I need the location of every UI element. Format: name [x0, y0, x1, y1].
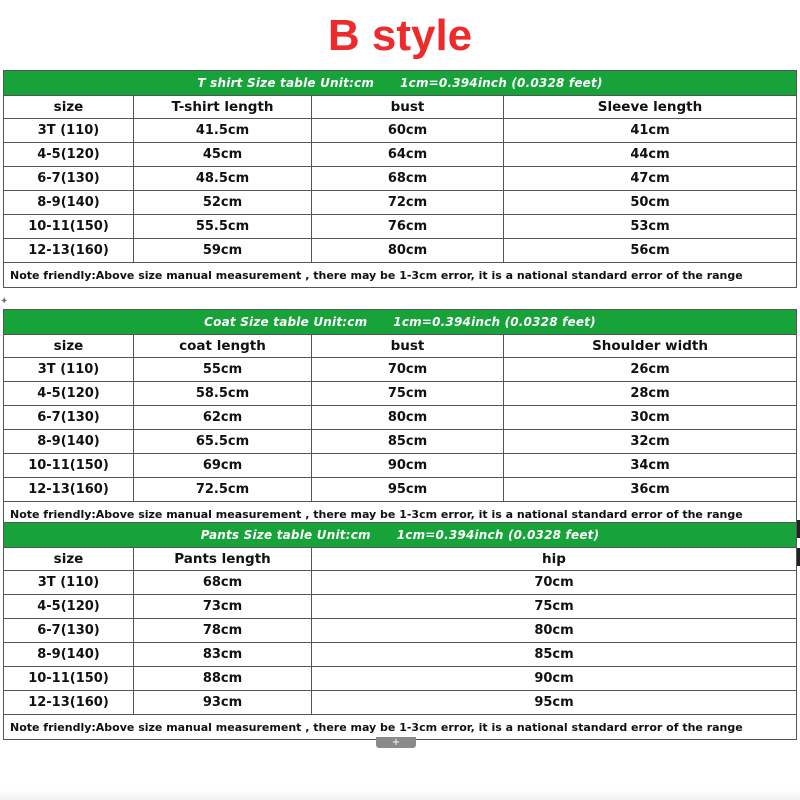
size-cell: 3T (110) [4, 358, 134, 382]
length-cell: 62cm [134, 406, 312, 430]
pants-table-header [4, 523, 797, 548]
page-title: B style [327, 11, 473, 60]
table-row [4, 478, 797, 502]
sleeve-cell: 56cm [504, 239, 797, 263]
size-cell: 12-13(160) [4, 478, 134, 502]
hip-cell: 85cm [312, 643, 797, 667]
bottom-fade [0, 790, 800, 800]
length-cell: 78cm [134, 619, 312, 643]
length-cell: 52cm [134, 191, 312, 215]
small-plus-icon: ✦ [0, 296, 9, 307]
table-row [4, 619, 797, 643]
size-cell: 12-13(160) [4, 239, 134, 263]
coat-size-table [3, 309, 797, 527]
size-cell: 4-5(120) [4, 595, 134, 619]
length-cell: 72.5cm [134, 478, 312, 502]
column-header: T-shirt length [134, 96, 312, 119]
size-cell: 10-11(150) [4, 667, 134, 691]
hip-cell: 75cm [312, 595, 797, 619]
sleeve-cell: 44cm [504, 143, 797, 167]
length-cell: 41.5cm [134, 119, 312, 143]
column-header: bust [312, 96, 504, 119]
table-row [4, 358, 797, 382]
size-cell: 8-9(140) [4, 643, 134, 667]
size-cell: 12-13(160) [4, 691, 134, 715]
table-row [4, 454, 797, 478]
pants-header-title: Pants Size table Unit:cm [200, 528, 371, 542]
tshirt-header-title: T shirt Size table Unit:cm [197, 76, 375, 90]
size-cell: 6-7(130) [4, 619, 134, 643]
size-cell: 10-11(150) [4, 215, 134, 239]
table-row [4, 167, 797, 191]
length-cell: 73cm [134, 595, 312, 619]
size-cell: 10-11(150) [4, 454, 134, 478]
size-cell: 3T (110) [4, 571, 134, 595]
table-row [4, 667, 797, 691]
length-cell: 88cm [134, 667, 312, 691]
bust-cell: 80cm [312, 406, 504, 430]
sleeve-cell: 47cm [504, 167, 797, 191]
column-header: coat length [134, 335, 312, 358]
bust-cell: 64cm [312, 143, 504, 167]
tshirt-size-table [3, 70, 797, 288]
size-cell: 4-5(120) [4, 382, 134, 406]
column-header: size [4, 548, 134, 571]
pants-column-headers [4, 548, 797, 571]
table-row [4, 691, 797, 715]
length-cell: 45cm [134, 143, 312, 167]
bust-cell: 75cm [312, 382, 504, 406]
pants-note: Note friendly:Above size manual measurement , there may be 1-3cm error, it is a national standard error of the range [4, 715, 797, 740]
column-header: bust [312, 335, 504, 358]
coat-header-title: Coat Size table Unit:cm [204, 315, 368, 329]
size-cell: 6-7(130) [4, 406, 134, 430]
column-header: Pants length [134, 548, 312, 571]
expand-tab-button[interactable] [376, 737, 416, 748]
tshirt-note: Note friendly:Above size manual measurement , there may be 1-3cm error, it is a national standard error of the range [4, 263, 797, 288]
length-cell: 69cm [134, 454, 312, 478]
column-header: Sleeve length [504, 96, 797, 119]
coat-table-header [4, 310, 797, 335]
column-header: size [4, 96, 134, 119]
table-row [4, 143, 797, 167]
size-cell: 3T (110) [4, 119, 134, 143]
table-row [4, 191, 797, 215]
length-cell: 48.5cm [134, 167, 312, 191]
bust-cell: 68cm [312, 167, 504, 191]
size-cell: 6-7(130) [4, 167, 134, 191]
bust-cell: 72cm [312, 191, 504, 215]
length-cell: 93cm [134, 691, 312, 715]
bust-cell: 95cm [312, 478, 504, 502]
tshirt-column-headers [4, 96, 797, 119]
length-cell: 55.5cm [134, 215, 312, 239]
length-cell: 65.5cm [134, 430, 312, 454]
plus-icon: + [391, 737, 401, 748]
shoulder-cell: 34cm [504, 454, 797, 478]
table-row [4, 119, 797, 143]
table-row [4, 382, 797, 406]
bust-cell: 70cm [312, 358, 504, 382]
table-row [4, 595, 797, 619]
bust-cell: 60cm [312, 119, 504, 143]
hip-cell: 90cm [312, 667, 797, 691]
hip-cell: 70cm [312, 571, 797, 595]
bust-cell: 90cm [312, 454, 504, 478]
sleeve-cell: 41cm [504, 119, 797, 143]
bust-cell: 85cm [312, 430, 504, 454]
coat-column-headers [4, 335, 797, 358]
length-cell: 68cm [134, 571, 312, 595]
length-cell: 55cm [134, 358, 312, 382]
table-row [4, 406, 797, 430]
hip-cell: 95cm [312, 691, 797, 715]
table-row [4, 239, 797, 263]
length-cell: 58.5cm [134, 382, 312, 406]
shoulder-cell: 32cm [504, 430, 797, 454]
table-row [4, 643, 797, 667]
size-cell: 8-9(140) [4, 191, 134, 215]
size-cell: 8-9(140) [4, 430, 134, 454]
bust-cell: 80cm [312, 239, 504, 263]
pants-header-conversion: 1cm=0.394inch (0.0328 feet) [396, 528, 600, 542]
length-cell: 83cm [134, 643, 312, 667]
hip-cell: 80cm [312, 619, 797, 643]
coat-note: Note friendly:Above size manual measurement , there may be 1-3cm error, it is a national standard error of the range [4, 502, 797, 527]
bust-cell: 76cm [312, 215, 504, 239]
sleeve-cell: 53cm [504, 215, 797, 239]
size-cell: 4-5(120) [4, 143, 134, 167]
shoulder-cell: 30cm [504, 406, 797, 430]
shoulder-cell: 36cm [504, 478, 797, 502]
table-row [4, 215, 797, 239]
column-header: size [4, 335, 134, 358]
pants-size-table [3, 522, 797, 740]
table-row [4, 571, 797, 595]
column-header: Shoulder width [504, 335, 797, 358]
coat-header-conversion: 1cm=0.394inch (0.0328 feet) [393, 315, 596, 329]
table-row [4, 430, 797, 454]
column-header: hip [312, 548, 797, 571]
shoulder-cell: 28cm [504, 382, 797, 406]
tshirt-header-conversion: 1cm=0.394inch (0.0328 feet) [400, 76, 603, 90]
length-cell: 59cm [134, 239, 312, 263]
shoulder-cell: 26cm [504, 358, 797, 382]
sleeve-cell: 50cm [504, 191, 797, 215]
tshirt-table-header [4, 71, 797, 96]
